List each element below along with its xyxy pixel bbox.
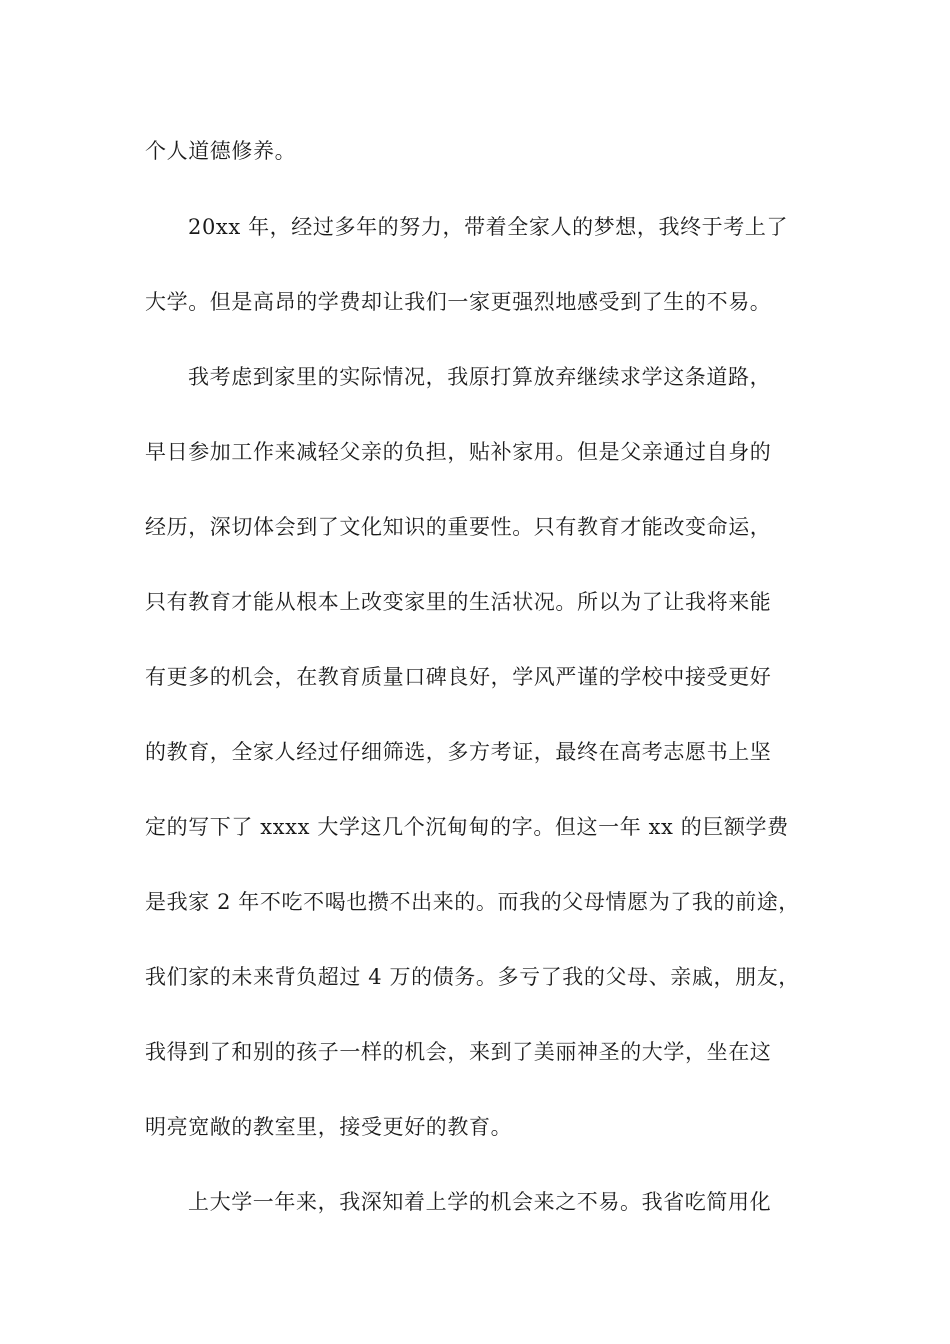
text-line: 定的写下了 xxxx 大学这几个沉甸甸的字。但这一年 xx 的巨额学费 xyxy=(145,815,789,839)
text-line: 我们家的未来背负超过 4 万的债务。多亏了我的父母、亲戚，朋友， xyxy=(145,965,800,989)
text-line: 只有教育才能从根本上改变家里的生活状况。所以为了让我将来能 xyxy=(145,590,772,614)
paragraph-start-line: 20xx 年，经过多年的努力，带着全家人的梦想，我终于考上了 xyxy=(188,215,789,239)
text-line: 大学。但是高昂的学费却让我们一家更强烈地感受到了生的不易。 xyxy=(145,290,772,314)
text-line: 是我家 2 年不吃不喝也攒不出来的。而我的父母情愿为了我的前途， xyxy=(145,890,800,914)
text-line: 有更多的机会，在教育质量口碑良好，学风严谨的学校中接受更好 xyxy=(145,665,772,689)
text-line: 个人道德修养。 xyxy=(145,139,297,163)
text-line: 的教育，全家人经过仔细筛选，多方考证，最终在高考志愿书上坚 xyxy=(145,740,772,764)
paragraph-start-line: 上大学一年来，我深知着上学的机会来之不易。我省吃简用化 xyxy=(188,1190,772,1214)
text-line: 我得到了和别的孩子一样的机会，来到了美丽神圣的大学，坐在这 xyxy=(145,1040,772,1064)
text-line: 经历，深切体会到了文化知识的重要性。只有教育才能改变命运， xyxy=(145,515,772,539)
text-line: 明亮宽敞的教室里，接受更好的教育。 xyxy=(145,1115,513,1139)
paragraph-start-line: 我考虑到家里的实际情况，我原打算放弃继续求学这条道路， xyxy=(188,365,772,389)
text-line: 早日参加工作来减轻父亲的负担，贴补家用。但是父亲通过自身的 xyxy=(145,440,772,464)
